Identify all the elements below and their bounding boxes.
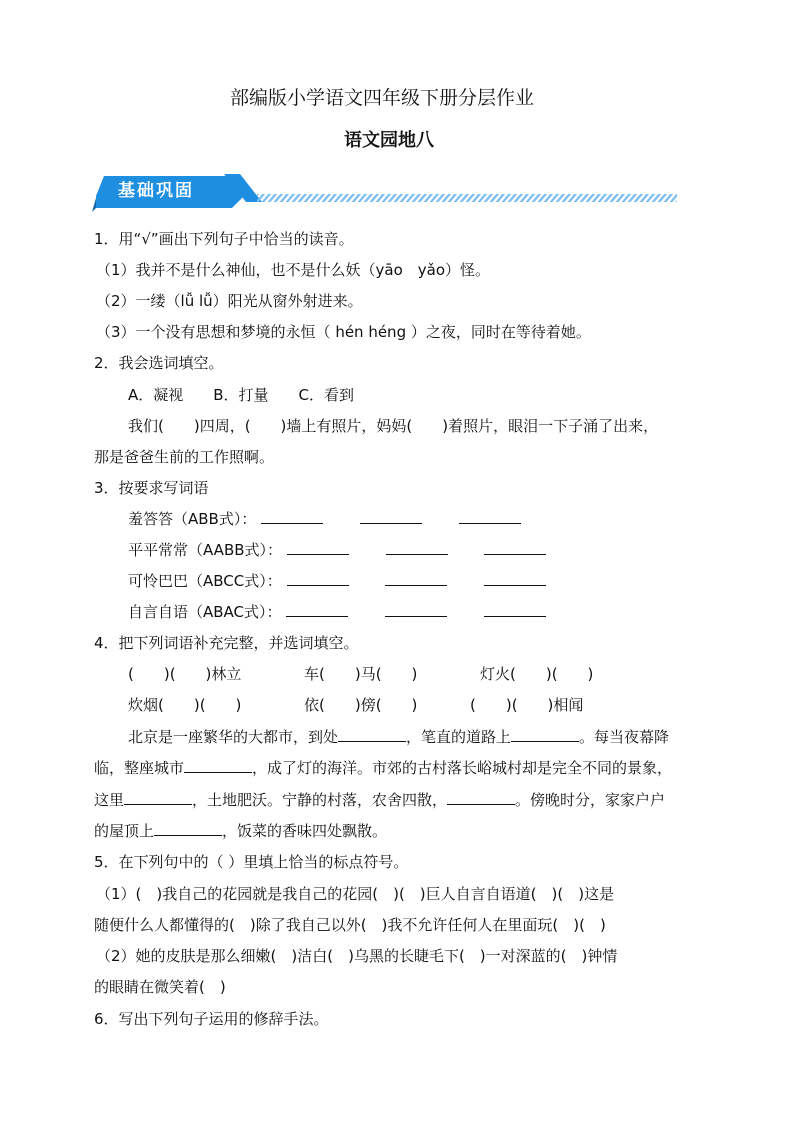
passage-text: 的屋顶上 <box>94 822 155 840</box>
answer-blank[interactable] <box>286 602 348 617</box>
q5-line-4: 的眼睛在微笑着( ) <box>94 978 226 996</box>
passage-text: ，笔直的道路上 <box>406 728 512 746</box>
page-subtitle: 语文园地八 <box>344 130 434 151</box>
q6-stem: 6．写出下列句子运用的修辞手法。 <box>94 1010 329 1028</box>
answer-blank[interactable] <box>484 540 546 555</box>
q3-row-3 <box>128 571 546 591</box>
answer-blank[interactable] <box>484 602 546 617</box>
q3-row-1 <box>128 509 521 529</box>
answer-blank[interactable] <box>184 758 252 773</box>
q4-word-4: 炊烟( )( ) <box>128 696 242 714</box>
passage-text: 这里 <box>94 791 125 809</box>
q1-line-2: （2）一缕（lǚ lǚ）阳光从窗外射进来。 <box>96 292 363 310</box>
answer-blank[interactable] <box>261 509 323 524</box>
passage-text: 临，整座城市 <box>94 759 185 777</box>
answer-blank[interactable] <box>154 821 222 836</box>
q3-row-3-label: 可怜巴巴（ABCC式）： <box>128 572 282 590</box>
page-title: 部编版小学语文四年级下册分层作业 <box>230 87 535 109</box>
answer-blank[interactable] <box>287 571 349 586</box>
answer-blank[interactable] <box>360 509 422 524</box>
q2-stem: 2．我会选词填空。 <box>94 354 224 372</box>
q4-word-3: 灯火( )( ) <box>480 665 594 683</box>
passage-text: ，土地肥沃。宁静的村落，农舍四散， <box>192 791 448 809</box>
passage-text: 北京是一座繁华的大都市，到处 <box>128 728 339 746</box>
q2-line-1: 我们( )四周，( )墙上有照片，妈妈( )着照片，眼泪一下子涌了出来， <box>128 417 659 435</box>
answer-blank[interactable] <box>511 727 579 742</box>
q1-line-3: （3）一个没有思想和梦境的永恒（ hén héng ）之夜，同时在等待着她。 <box>96 323 591 341</box>
q2-options: A．凝视 B．打量 C．看到 <box>128 386 355 404</box>
q5-line-2: 随便什么人都懂得的( )除了我自己以外( )我不允许任何人在里面玩( )( ) <box>94 916 606 934</box>
q4-word-5: 依( )傍( ) <box>304 696 418 714</box>
answer-blank[interactable] <box>447 790 515 805</box>
q4-word-6: ( )( )相闻 <box>470 696 584 714</box>
answer-blank[interactable] <box>385 571 447 586</box>
q3-row-4-label: 自言自语（ABAC式）： <box>128 603 282 621</box>
answer-blank[interactable] <box>386 540 448 555</box>
q5-line-3: （2）她的皮肤是那么细嫩( )洁白( )乌黑的长睫毛下( )一对深蓝的( )钟情 <box>96 947 618 965</box>
answer-blank[interactable] <box>338 727 406 742</box>
q3-row-2-label: 平平常常（AABB式）： <box>128 541 283 559</box>
passage-text: ，成了灯的海洋。市郊的古村落长峪城村却是完全不同的景象， <box>252 759 673 777</box>
q2-line-2: 那是爸爸生前的工作照啊。 <box>94 448 275 466</box>
q4-passage-line-2 <box>94 758 672 778</box>
answer-blank[interactable] <box>385 602 447 617</box>
answer-blank[interactable] <box>287 540 349 555</box>
q5-stem: 5．在下列句中的（ ）里填上恰当的标点符号。 <box>94 853 409 871</box>
q4-stem: 4．把下列词语补充完整，并选词填空。 <box>94 634 359 652</box>
passage-text: 。每当夜幕降 <box>579 728 670 746</box>
q1-stem: 1．用“√”画出下列句子中恰当的读音。 <box>94 230 354 248</box>
answer-blank[interactable] <box>124 790 192 805</box>
q3-stem: 3．按要求写词语 <box>94 479 209 497</box>
section-banner-label: 基础巩固 <box>118 181 194 201</box>
q4-passage-line-3 <box>94 790 665 810</box>
q3-row-2 <box>128 540 546 560</box>
q3-row-4 <box>128 602 546 622</box>
q5-line-1: （1）( )我自己的花园就是我自己的花园( )( )巨人自言自语道( )( )这是 <box>96 885 615 903</box>
q4-word-2: 车( )马( ) <box>304 665 418 683</box>
q4-passage-line-4 <box>94 821 387 841</box>
answer-blank[interactable] <box>459 509 521 524</box>
q3-row-1-label: 羞答答（ABB式）： <box>128 510 257 528</box>
answer-blank[interactable] <box>484 571 546 586</box>
q4-word-1: ( )( )林立 <box>128 665 242 683</box>
q1-line-1: （1）我并不是什么神仙，也不是什么妖（yāo yǎo）怪。 <box>96 261 491 279</box>
passage-text: ，饭菜的香味四处飘散。 <box>222 822 388 840</box>
q4-passage-line-1 <box>128 727 669 747</box>
passage-text: 。傍晚时分，家家户户 <box>515 791 666 809</box>
